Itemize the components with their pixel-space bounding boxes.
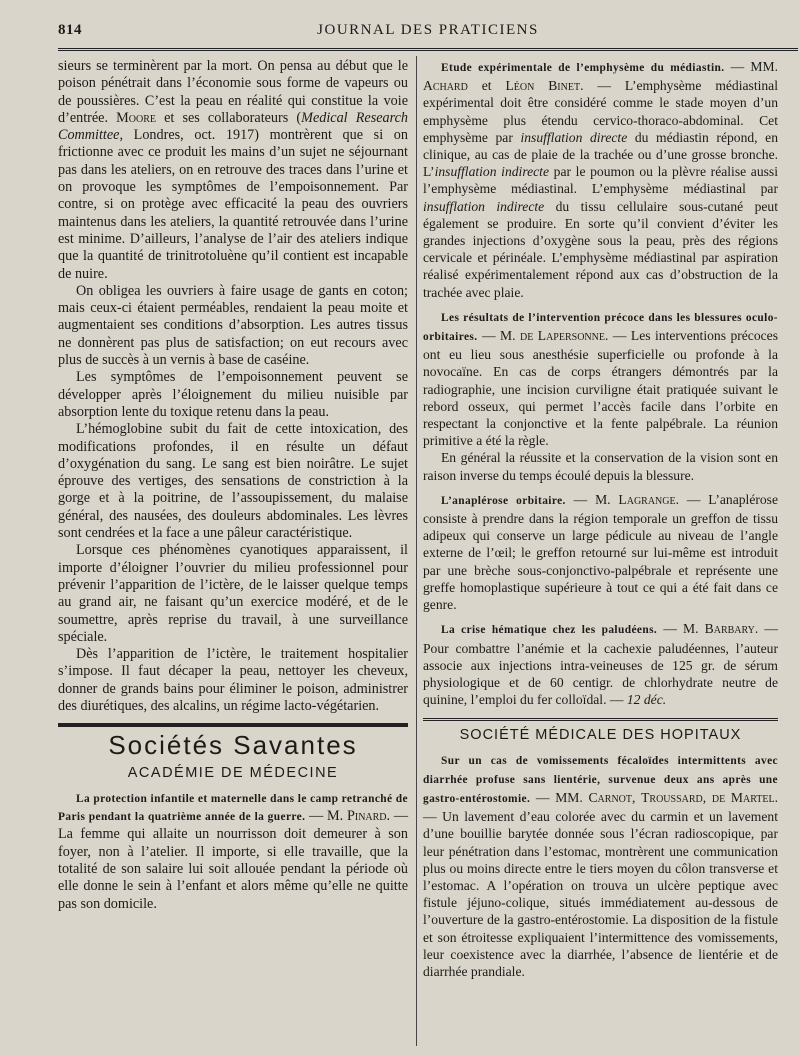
paragraph: On obligea les ouvriers à faire usage de gants en coton; mais ceux-ci étaient perméables, rendaient la peau moite et augmentaient ses conditions d’absorption. Les autres tissus ne donnèrent pas plus de satisfaction; on eut recours avec plus de succès à un vernis à base de caséine.	[58, 282, 408, 369]
paragraph-heading: Etude expérimentale de l’emphysème du médiastin.	[441, 62, 725, 74]
paragraph-heading: L’anaplérose orbitaire.	[441, 494, 566, 507]
paragraph-heading: Les résultats de l’intervention précoce dans les blessures oculo-orbitaires.	[423, 311, 778, 344]
text-run: ,	[632, 789, 642, 805]
paragraph	[58, 790, 408, 913]
paragraph	[423, 751, 778, 981]
text-run: . — Un lavement d’eau colorée avec du carmin et un lavement d’une bouillie barytée donnée sous l’écran radioscopique, par leur pénétration dans l’estomac, montrèrent une communication plus ou moins directe entre le tiers moyen du côlon transverse et l’estomac. A l’opération on trouva un ulcère peptique avec fistule jéjuno-colique, situés immédiatement au-dessous de l’ouverture de la gastro-entérostomie. La disposition de la fistule et son étroitesse expliquaient l’intermittence des vomissements, leur coexistence avec la diarrhée, l’absence de lientérie et de diarrhée prandiale.	[423, 789, 779, 979]
paragraph: L’hémoglobine subit du fait de cette intoxication, des modifications profondes, il en résulte un défaut d’oxygénation du sang. Le sang est bien noirâtre. Le sujet éprouve des vertiges, des sensations de constriction à la gorge et à la poitrine, de l’assoupissement, du malaise général, des nausées, des douleurs abdominales. Les lèvres sont cendrées et la face a une pâleur caractéristique.	[58, 421, 408, 542]
society-title: SOCIÉTÉ MÉDICALE DES HOPITAUX	[459, 727, 742, 744]
paragraph	[423, 491, 778, 613]
paragraph: En général la réussite et la conservation de la vision sont en raison inverse du temps écoulé depuis la blessure.	[423, 450, 778, 483]
author-name: Achard	[423, 78, 468, 94]
paragraph	[423, 620, 778, 708]
text-run: et	[467, 78, 506, 94]
text-run: du tissu cellulaire sous-cutané peut également se produire. En sorte qu’il convient d’éviter les grandes injections d’oxygène sous la peau, près des régions cervicale et périnéale. L’emphysème médiastinal par aspiration réalisé expérimentalement répond aux cas d’obstruction de la trachée avec plaie.	[423, 198, 778, 300]
text-run: — M.	[565, 491, 619, 507]
paragraph	[423, 58, 778, 301]
section-rule	[423, 718, 778, 721]
text-run: — M.	[305, 808, 347, 825]
text-run: . — Les interventions précoces ont eu lieu sous anesthésie superficielle ou profonde à la novocaïne. En cas de corps étrangers démontrés par la radiographie, une incision curviligne était pratiquée suivant le rebord osseux, qui permet l’accès facile dans l’orbite en respectant la conjonctive et la fente palpébrale. La réunion primitive a été la règle.	[423, 328, 778, 449]
text-run: ,	[702, 789, 712, 805]
page-header	[58, 22, 798, 44]
section-title: Sociétés Savantes	[108, 730, 358, 761]
author-name: de Lapersonne	[519, 328, 605, 344]
society-title: ACADÉMIE DE MÉDECINE	[127, 764, 339, 781]
text-run: , Londres, oct. 1917) montrèrent que si on frictionne avec ce produit les mains d’un sujet ne séjournant pas dans les ateliers, on en retrouve des traces dans l’urine et on provoque les symptômes de l’empoisonnement. Par contre, si on protège avec efficacité la peau des ouvriers maintenus dans les ateliers, la quantité retrouvée dans l’urine est minime. D’ailleurs, l’analyse de l’air des ateliers indique que la quantité de trinitrotoluène qu’il contient est incapable de nuire.	[58, 127, 408, 282]
text-run: . — La femme qui allaite un nourrisson doit demeurer à son foyer, non à l’atelier. Il importe, si elle travaille, que la totalité de son salaire lui soit allouée pendant la période où elle donne le sein à l’enfant et alors même qu’elle ne quitte pas son domicile.	[58, 808, 409, 912]
text-run: sieurs se terminèrent par la mort. On pensa au début que le poison pénétrait dans l’économie sous forme de vapeurs ou de poussières. C’est la peau en réalité qui constitue la voie d’entrée.	[58, 58, 408, 126]
author-name: Barbary	[704, 621, 755, 637]
text-run: 12 déc.	[626, 692, 667, 708]
paragraph	[423, 308, 778, 450]
paragraph: Dès l’apparition de l’ictère, le traitement hospitalier s’impose. Il faut décaper la peau, nettoyer les cheveux, donner de grands bains pour éliminer le poison, administrer des diurétiques, des alcalins, un régime lacto-végétarien.	[58, 646, 408, 714]
text-run: . — Pour combattre l’anémie et la cachexie paludéennes, l’auteur associe aux injections intra-veineuses de 125 gr. de sérum physiologique et de 60 centigr. de chlorhydrate neutre de quinine, l’emploi du fer colloïdal. —	[423, 621, 778, 708]
text-run: . — L’anaplérose consiste à prendre dans la région temporale un greffon de tissu adipeux qui conserve un large pédicule au niveau de l’angle externe de l’œil; le greffon retourné sur lui-même est introduit par une brèche sous-conjonctivo-palpébrale et représente une greffe homoplastique supérieure à tout ce qui a été fait dans ce genre.	[423, 491, 778, 613]
text-run: — MM.	[724, 59, 778, 74]
column-divider	[416, 56, 417, 1046]
paragraph	[58, 58, 408, 283]
left-column	[58, 58, 408, 913]
paragraph: Les symptômes de l’empoisonnement peuvent se développer après l’éloignement du milieu nuisible par absorption lente du toxique retenu dans la peau.	[58, 369, 408, 420]
paragraph-heading: La protection infantile et maternelle dans le camp retranché de Paris pendant la quatrième année de la guerre.	[58, 792, 408, 824]
section-rule	[58, 723, 408, 727]
text-run: par le poumon ou la plèvre réalise aussi l’emphysème médiastinal. L’emphysème médiastinal par	[423, 164, 778, 197]
author-name: de Martel	[711, 789, 775, 805]
text-run: insufflation directe	[520, 129, 628, 145]
text-run: du médiastin répond, en clinique, au cas de plaie de la trachée ou d’une grosse bronche. L’	[423, 129, 778, 180]
paragraph-heading: La crise hématique chez les paludéens.	[441, 624, 658, 637]
text-run: Medical Research Committee	[58, 109, 408, 144]
author-name: Troussard	[641, 789, 703, 805]
author-name: Moore	[116, 109, 156, 126]
paragraph: Lorsque ces phénomènes cyanotiques apparaissent, il importe d’éloigner l’ouvrier du milieu professionnel pour prévenir l’apparition de l’ictère, de le laisser quelque temps au grand air, ne faisant qu’un exercice modéré, et de le soumettre, après reprise du travail, à une surveillance spéciale.	[58, 542, 408, 645]
text-run: . — L’emphysème médiastinal expérimental doit être considéré comme le stade moyen d’un emphysème plus étendu cervico-thoraco-abdominal. Cet emphysème par	[423, 78, 778, 145]
text-run: — MM.	[530, 789, 589, 805]
text-run: — M.	[657, 621, 705, 637]
header-rule	[58, 48, 798, 51]
author-name: Carnot	[588, 789, 632, 805]
journal-title: JOURNAL DES PRATICIENS	[317, 22, 539, 38]
author-name: Pinard	[346, 808, 387, 825]
page-number: 814	[58, 22, 82, 38]
text-run: et ses collaborateurs (	[155, 109, 302, 126]
paragraph-heading: Sur un cas de vomissements fécaloïdes intermittents avec diarrhée profuse sans lientérie, survenue deux ans après une gastro-entérostomie.	[423, 754, 778, 805]
right-column	[423, 58, 778, 980]
author-name: Lagrange	[618, 491, 676, 507]
text-run: insufflation indirecte	[423, 198, 545, 214]
text-run: — M.	[477, 328, 520, 344]
text-run: insufflation indirecte	[434, 164, 549, 180]
author-name: Léon Binet	[505, 78, 581, 94]
